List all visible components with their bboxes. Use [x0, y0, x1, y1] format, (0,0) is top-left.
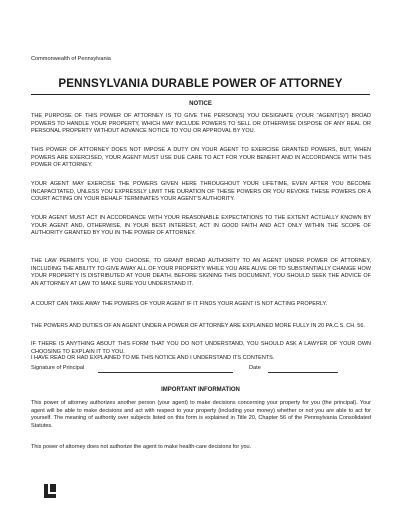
- principal-signature-label: Signature of Principal: [31, 365, 85, 371]
- notice-acknowledgement: I HAVE READ OR HAD EXPLAINED TO ME THIS NOTICE AND I UNDERSTAND ITS CONTENTS.: [31, 355, 275, 361]
- notice-paragraph-8: IF THERE IS ANYTHING ABOUT THIS FORM THAT YOU DO NOT UNDERSTAND, YOU SHOULD ASK A LAWYER OF YOUR OWN CHOOSING TO EXPLAIN IT TO YOU.: [31, 341, 371, 355]
- title-divider: [31, 94, 370, 95]
- date-line[interactable]: [268, 372, 338, 373]
- notice-heading: NOTICE: [189, 101, 212, 107]
- signature-row: [31, 365, 371, 373]
- notice-paragraph-6: A COURT CAN TAKE AWAY THE POWERS OF YOUR AGENT IF IT FINDS YOUR AGENT IS NOT ACTING PROPERLY.: [31, 301, 328, 307]
- notice-paragraph-3: YOUR AGENT MAY EXERCISE THE POWERS GIVEN HERE THROUGHOUT YOUR LIFETIME, EVEN AFTER YOU BECOME INCAPACITATED, UNLESS YOU EXPRESSLY LIMIT THE DURATION OF THESE POWERS OR YOU REVOKE THESE POWERS OR A COURT ACTING ON YOUR BEHALF TERMINATES YOUR AGENT'S AUTHORITY.: [31, 181, 371, 203]
- document-title: PENNSYLVANIA DURABLE POWER OF ATTORNEY: [58, 77, 343, 90]
- notice-paragraph-1: THE PURPOSE OF THIS POWER OF ATTORNEY IS TO GIVE THE PERSON(S) YOU DESIGNATE (YOUR "AGENT(S)") BROAD POWERS TO HANDLE YOUR PROPERTY, WHICH MAY INCLUDE POWERS TO SELL OR OTHERWISE DISPOSE OF ANY REAL OR PERSONAL PROPERTY WITHOUT ADVANCE NOTICE TO YOU OR APPROVAL BY YOU.: [31, 113, 371, 135]
- notice-paragraph-5: THE LAW PERMITS YOU, IF YOU CHOOSE, TO GRANT BROAD AUTHORITY TO AN AGENT UNDER POWER OF ATTORNEY, INCLUDING THE ABILITY TO GIVE AWAY ALL OF YOUR PROPERTY WHILE YOU ARE ALIVE OR TO SUBSTANTIALLY CHANGE HOW YOUR PROPERTY IS DISTRIBUTED AT YOUR DEATH. BEFORE SIGNING THIS DOCUMENT, YOU SHOULD SEEK THE ADVICE OF AN ATTORNEY AT LAW TO MAKE SURE YOU UNDERSTAND IT.: [31, 258, 371, 288]
- date-label: Date: [249, 365, 261, 371]
- document-logo-icon: [44, 484, 56, 498]
- important-paragraph-2: This power of attorney does not authorize the agent to make health-care decisions for you.: [31, 444, 252, 450]
- important-information-heading: IMPORTANT INFORMATION: [161, 387, 240, 393]
- notice-paragraph-2: THIS POWER OF ATTORNEY DOES NOT IMPOSE A DUTY ON YOUR AGENT TO EXERCISE GRANTED POWERS, BUT, WHEN POWERS ARE EXERCISED, YOUR AGENT MUST USE DUE CARE TO ACT FOR YOUR BENEFIT AND IN ACCORDANCE WITH THIS POWER OF ATTORNEY.: [31, 147, 371, 169]
- principal-signature-line[interactable]: [98, 372, 233, 373]
- important-paragraph-1: This power of attorney authorizes another person (your agent) to make decisions concerning your property for you (the principal). Your agent will be able to make decisions and act with respect to your property (including your money) whether or not you are able to act for yourself. The meaning of authority over subjects listed on this form is explained in Title 20, Chapter 56 of the Pennsylvania Consolidated Statutes.: [31, 400, 371, 430]
- state-line: Commonwealth of Pennsylvania: [31, 56, 111, 62]
- notice-paragraph-4: YOUR AGENT MUST ACT IN ACCORDANCE WITH YOUR REASONABLE EXPECTATIONS TO THE EXTENT ACTUALLY KNOWN BY YOUR AGENT AND, OTHERWISE, IN YOUR BEST INTEREST, ACT IN GOOD FAITH AND ACT ONLY WITHIN THE SCOPE OF AUTHORITY GRANTED BY YOU IN THE POWER OF ATTORNEY.: [31, 215, 371, 237]
- notice-paragraph-7: THE POWERS AND DUTIES OF AN AGENT UNDER A POWER OF ATTORNEY ARE EXPLAINED MORE FULLY IN 20 PA.C.S. CH. 56.: [31, 323, 365, 329]
